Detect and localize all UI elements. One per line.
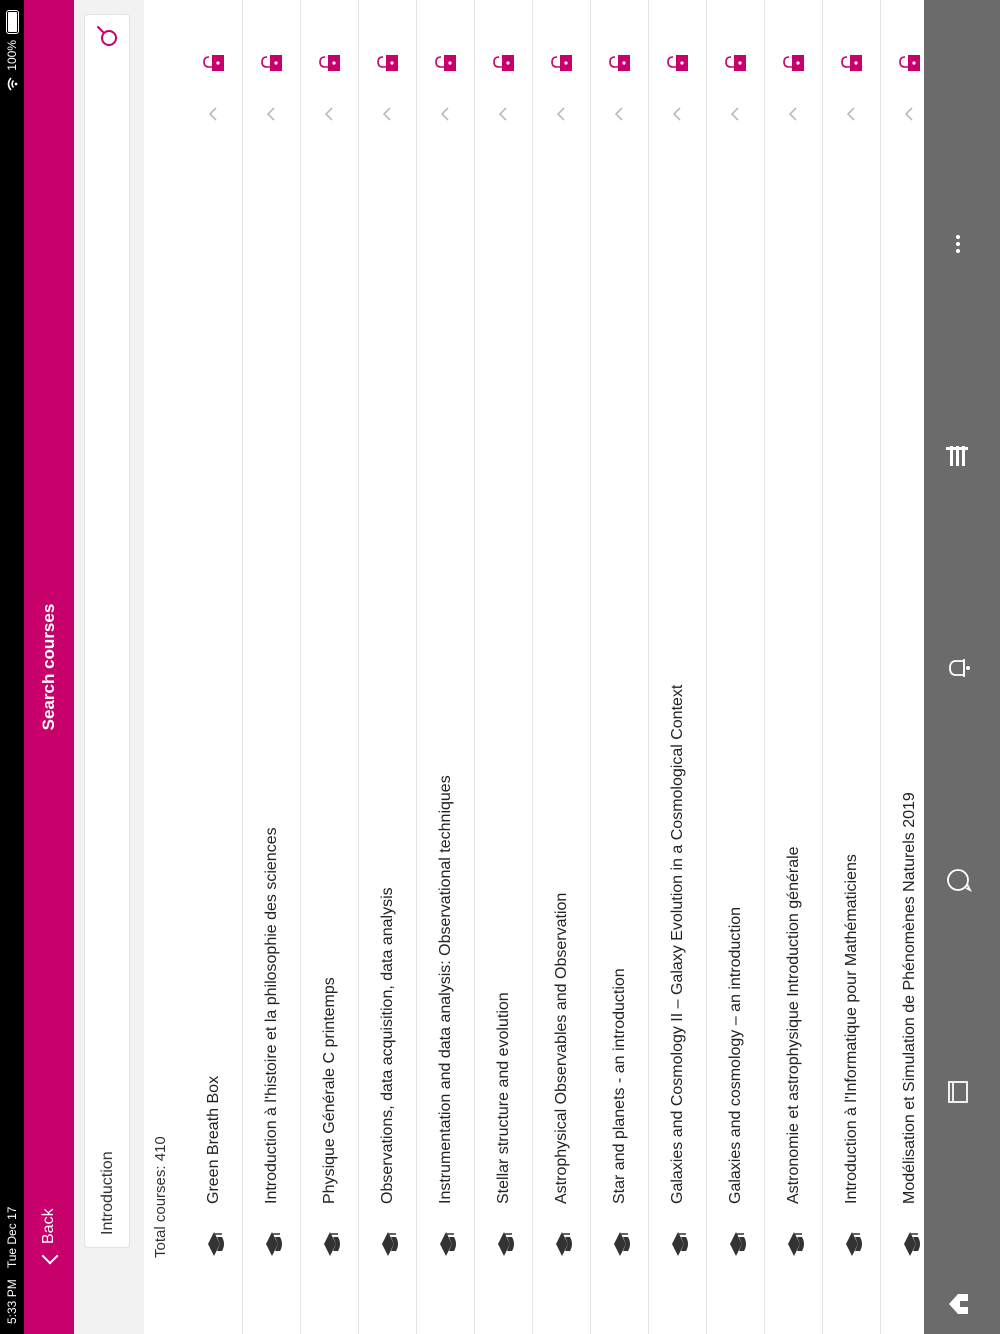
chevron-up-icon[interactable]	[841, 104, 861, 124]
chevron-up-icon[interactable]	[435, 104, 455, 124]
graduation-cap-icon	[727, 1230, 749, 1258]
lock-icon	[493, 52, 515, 74]
tab-notifications[interactable]	[940, 650, 976, 686]
search-area	[74, 0, 144, 1334]
lock-icon	[667, 52, 689, 74]
lock-icon	[551, 52, 573, 74]
status-bar	[0, 0, 24, 1334]
search-input[interactable]	[85, 63, 131, 1237]
status-time: 5:33 PM	[5, 1279, 19, 1324]
graduation-cap-icon	[785, 1230, 807, 1258]
total-courses-label: Total courses: 410	[152, 1136, 169, 1258]
chevron-up-icon[interactable]	[725, 104, 745, 124]
graduation-cap-icon	[553, 1230, 575, 1258]
chevron-up-icon[interactable]	[203, 104, 223, 124]
graduation-cap-icon	[611, 1230, 633, 1258]
battery-icon	[6, 10, 19, 34]
course-title: Observations, data acquisition, data analysis	[379, 887, 396, 1204]
course-row[interactable]	[243, 0, 301, 1334]
course-row[interactable]	[301, 0, 359, 1334]
more-icon	[956, 235, 960, 253]
list-icon	[946, 446, 968, 466]
lock-icon	[261, 52, 283, 74]
graduation-cap-icon	[437, 1230, 459, 1258]
chevron-up-icon[interactable]	[609, 104, 629, 124]
nav-bar	[24, 0, 74, 1334]
course-list	[185, 0, 997, 1334]
chat-icon	[948, 870, 970, 890]
course-row[interactable]	[591, 0, 649, 1334]
course-row[interactable]	[823, 0, 881, 1334]
chevron-up-icon[interactable]	[551, 104, 571, 124]
course-title: Star and planets - an introduction	[611, 968, 628, 1204]
chevron-up-icon[interactable]	[667, 104, 687, 124]
lock-icon	[203, 52, 225, 74]
lock-icon	[435, 52, 457, 74]
course-title: Astrophysical Observables and Observation	[553, 892, 570, 1204]
back-label: Back	[40, 1208, 57, 1244]
lock-icon	[609, 52, 631, 74]
lock-icon	[841, 52, 863, 74]
course-title: Galaxies and cosmology – an introduction	[727, 906, 744, 1204]
graduation-cap-icon	[321, 1230, 343, 1258]
course-row[interactable]	[649, 0, 707, 1334]
course-row[interactable]	[185, 0, 243, 1334]
course-title: Astronomie et astrophysique Introduction générale	[785, 846, 802, 1204]
chevron-up-icon[interactable]	[493, 104, 513, 124]
graduation-cap-icon	[495, 1230, 517, 1258]
tab-chat[interactable]	[940, 862, 976, 898]
course-title: Physique Générale C printemps	[321, 977, 338, 1204]
course-title: Stellar structure and evolution	[495, 992, 512, 1204]
lock-icon	[783, 52, 805, 74]
book-icon	[949, 1082, 967, 1102]
bell-icon	[950, 659, 970, 677]
tab-courses[interactable]	[940, 1074, 976, 1110]
home-icon	[949, 1294, 968, 1314]
wifi-icon	[7, 77, 18, 91]
graduation-cap-icon	[901, 1230, 923, 1258]
course-row[interactable]	[707, 0, 765, 1334]
lock-icon	[377, 52, 399, 74]
chevron-up-icon[interactable]	[899, 104, 919, 124]
lock-icon	[725, 52, 747, 74]
tab-bar	[924, 1274, 1000, 1334]
status-date: Tue Dec 17	[5, 1206, 19, 1269]
course-row[interactable]	[359, 0, 417, 1334]
course-row[interactable]	[533, 0, 591, 1334]
course-row[interactable]	[765, 0, 823, 1334]
search-icon[interactable]	[96, 25, 118, 47]
course-title: Modélisation et Simulation de Phénomènes Naturels 2019	[901, 792, 918, 1204]
lock-icon	[899, 52, 921, 74]
chevron-up-icon[interactable]	[377, 104, 397, 124]
graduation-cap-icon	[843, 1230, 865, 1258]
chevron-up-icon[interactable]	[319, 104, 339, 124]
chevron-up-icon[interactable]	[261, 104, 281, 124]
course-title: Galaxies and Cosmology II – Galaxy Evolution in a Cosmological Context	[669, 684, 686, 1204]
search-box	[84, 14, 130, 1248]
battery-percent: 100%	[5, 40, 19, 71]
tab-activity[interactable]	[940, 438, 976, 474]
graduation-cap-icon	[205, 1230, 227, 1258]
tab-more[interactable]	[940, 226, 976, 262]
course-title: Instrumentation and data analysis: Observational techniques	[437, 775, 454, 1204]
course-title: Introduction à l'Informatique pour Mathématiciens	[843, 854, 860, 1204]
lock-icon	[319, 52, 341, 74]
graduation-cap-icon	[263, 1230, 285, 1258]
graduation-cap-icon	[669, 1230, 691, 1258]
page-title: Search courses	[39, 603, 58, 731]
chevron-up-icon[interactable]	[783, 104, 803, 124]
course-row[interactable]	[475, 0, 533, 1334]
course-row[interactable]	[417, 0, 475, 1334]
tab-home[interactable]	[940, 1286, 976, 1322]
graduation-cap-icon	[379, 1230, 401, 1258]
course-title: Introduction à l'histoire et la philosophie des sciences	[263, 827, 280, 1204]
course-title: Green Breath Box	[205, 1075, 222, 1204]
